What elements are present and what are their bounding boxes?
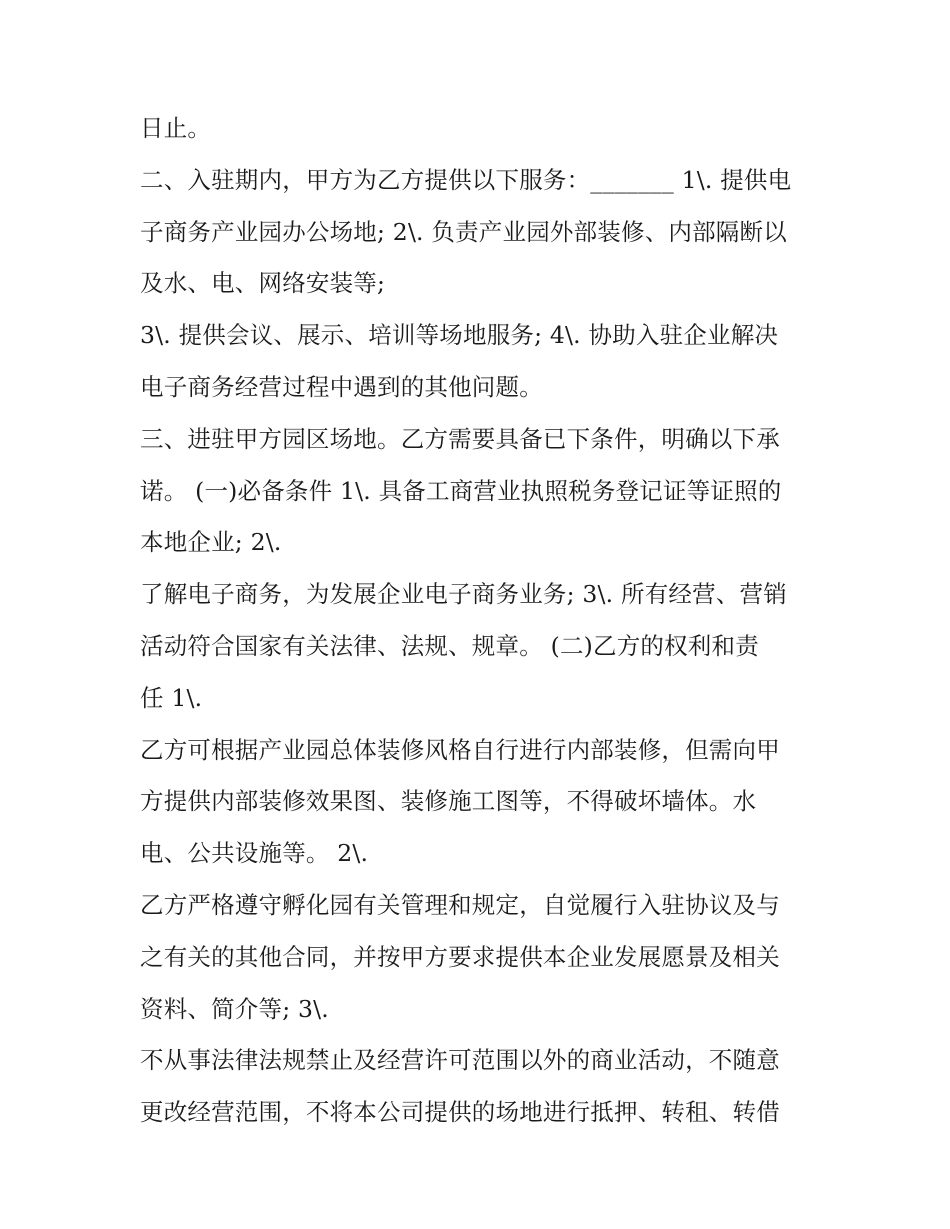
text-line: 及水、电、网络安装等; [140, 269, 386, 298]
text-line: 更改经营范围，不将本公司提供的场地进行抵押、转租、转借 [140, 1098, 780, 1127]
text-line: 3\. 提供会议、展示、培训等场地服务; 4\. 协助入驻企业解决 [140, 321, 779, 350]
text-line: 二、入驻期内，甲方为乙方提供以下服务：_______ 1\. 提供电 [140, 165, 792, 194]
text-line: 之有关的其他合同，并按甲方要求提供本企业发展愿景及相关 [140, 942, 780, 971]
text-line: 乙方可根据产业园总体装修风格自行进行内部装修，但需向甲 [140, 735, 780, 764]
text-line: 不从事法律法规禁止及经营许可范围以外的商业活动，不随意 [140, 1046, 780, 1075]
text-line: 诺。 (一)必备条件 1\. 具备工商营业执照税务登记证等证照的 [140, 476, 782, 505]
text-line: 了解电子商务，为发展企业电子商务业务; 3\. 所有经营、营销 [140, 580, 787, 609]
text-line: 子商务产业园办公场地; 2\. 负责产业园外部装修、内部隔断以 [140, 217, 787, 246]
text-line: 日止。 [140, 114, 212, 142]
text-line: 电、公共设施等。 2\. [140, 839, 369, 868]
text-line: 乙方严格遵守孵化园有关管理和规定，自觉履行入驻协议及与 [140, 890, 780, 919]
document-body [140, 103, 830, 1139]
text-line: 任 1\. [140, 683, 203, 712]
text-line: 资料、简介等; 3\. [140, 994, 329, 1023]
text-line: 三、进驻甲方园区场地。乙方需要具备已下条件，明确以下承 [140, 424, 780, 453]
text-line: 活动符合国家有关法律、法规、规章。 (二)乙方的权利和责 [140, 631, 759, 660]
text-line: 电子商务经营过程中遇到的其他问题。 [140, 372, 543, 401]
text-line: 本地企业; 2\. [140, 528, 282, 557]
text-line: 方提供内部装修效果图、装修施工图等，不得破坏墙体。水 [140, 787, 757, 816]
